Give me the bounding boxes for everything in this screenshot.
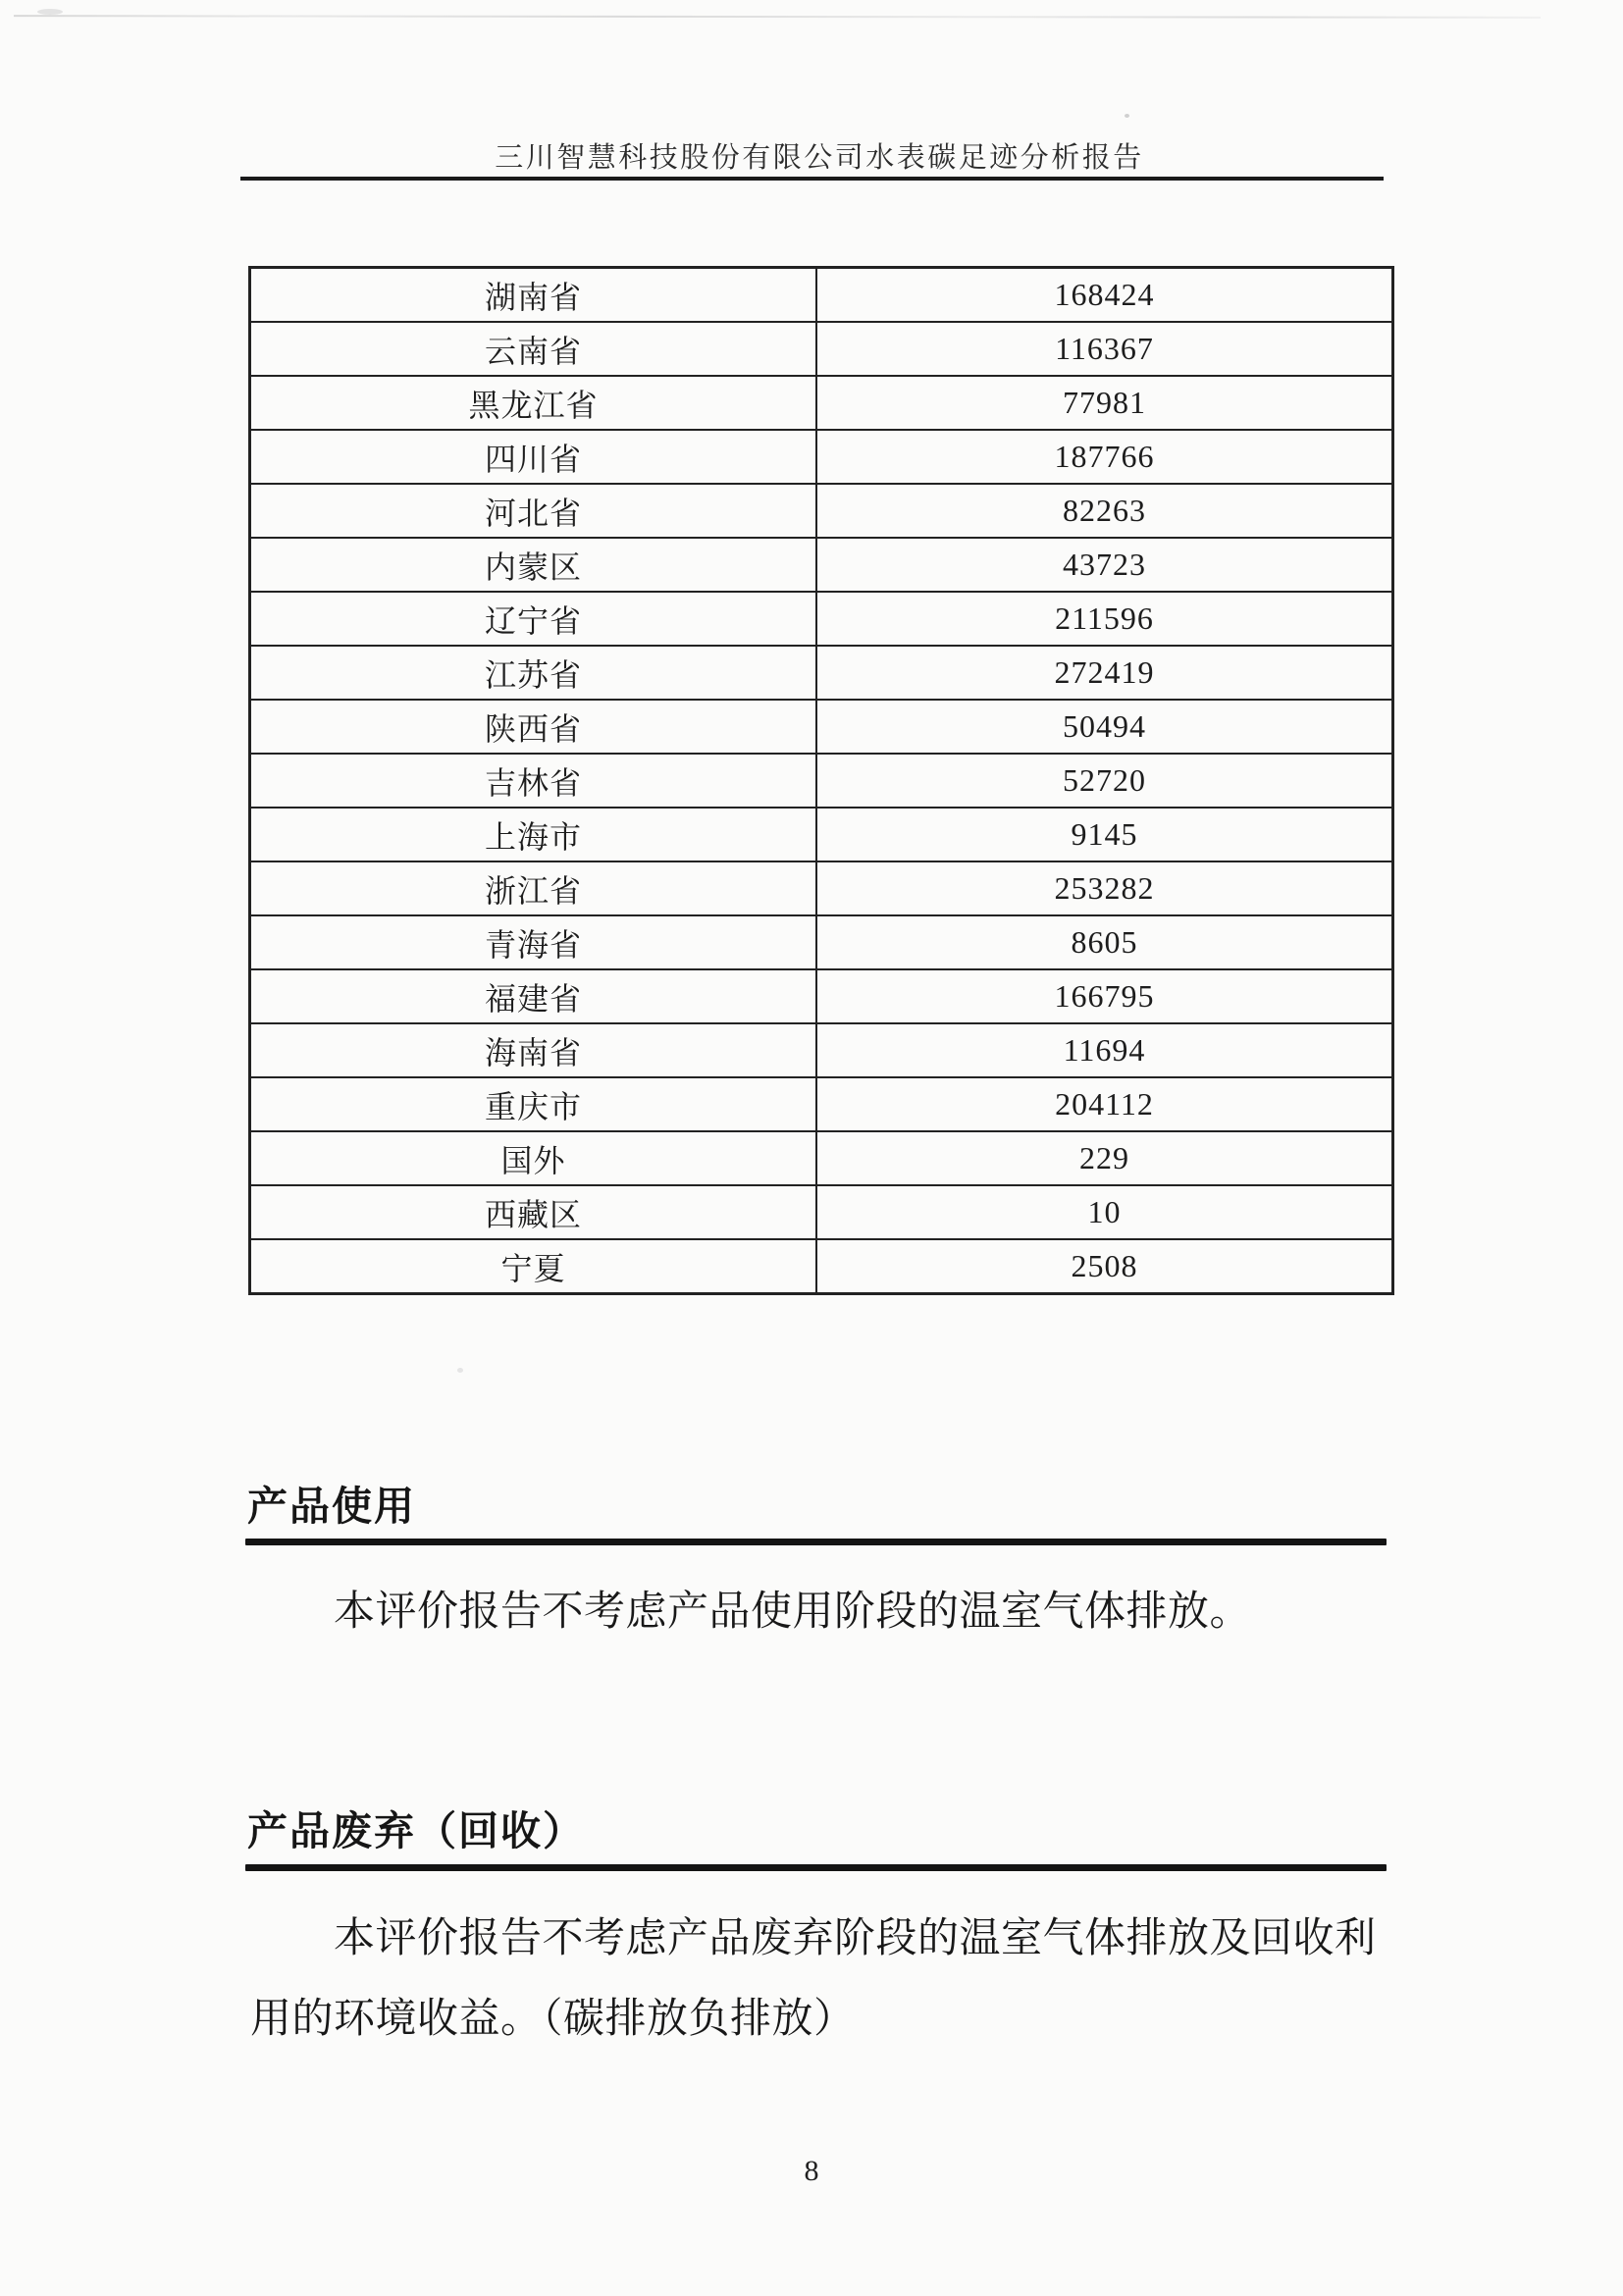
table-row: [250, 1131, 1393, 1185]
region-cell: 西藏区: [250, 1185, 817, 1239]
page-number: 8: [804, 2155, 819, 2187]
value-cell: 43723: [816, 538, 1393, 592]
report-header-title: 三川智慧科技股份有限公司水表碳足迹分析报告: [495, 142, 1144, 174]
region-cell: 内蒙区: [250, 538, 817, 592]
value-cell: 204112: [816, 1077, 1393, 1131]
table-row: [250, 1239, 1393, 1294]
region-cell: 江苏省: [250, 646, 817, 700]
value-cell: 9145: [816, 808, 1393, 861]
region-cell: 四川省: [250, 430, 817, 484]
value-cell: 2508: [816, 1239, 1393, 1294]
table-row: [250, 808, 1393, 861]
region-cell: 宁夏: [250, 1239, 817, 1294]
table-row: [250, 1077, 1393, 1131]
table-row: [250, 376, 1393, 430]
region-cell: 青海省: [250, 915, 817, 969]
section-rule: [245, 1864, 1387, 1871]
table-row: [250, 322, 1393, 376]
scan-artifact-speck: [1125, 114, 1129, 118]
value-cell: 77981: [816, 376, 1393, 430]
region-cell: 重庆市: [250, 1077, 817, 1131]
region-cell: 黑龙江省: [250, 376, 817, 430]
table-row: [250, 484, 1393, 538]
value-cell: 187766: [816, 430, 1393, 484]
paragraph-product-disposal: [250, 1899, 1394, 2060]
paragraph-line: 本评价报告不考虑产品使用阶段的温室气体排放。: [334, 1590, 1252, 1635]
table-row: [250, 700, 1393, 754]
scan-artifact-speck: [37, 9, 63, 15]
region-cell: 国外: [250, 1131, 817, 1185]
region-cell: 云南省: [250, 322, 817, 376]
table-row: [250, 969, 1393, 1023]
header-rule: [240, 177, 1384, 181]
region-cell: 浙江省: [250, 861, 817, 915]
value-cell: 52720: [816, 754, 1393, 808]
table-row: [250, 1023, 1393, 1077]
value-cell: 50494: [816, 700, 1393, 754]
paragraph-line: 用的环境收益。（碳排放负排放）: [250, 1997, 856, 2042]
table-row: [250, 592, 1393, 646]
paragraph-line: 本评价报告不考虑产品废弃阶段的温室气体排放及回收利: [334, 1916, 1377, 1961]
value-cell: 211596: [816, 592, 1393, 646]
value-cell: 166795: [816, 969, 1393, 1023]
value-cell: 253282: [816, 861, 1393, 915]
region-cell: 福建省: [250, 969, 817, 1023]
value-cell: 229: [816, 1131, 1393, 1185]
scan-artifact-line: [14, 15, 1541, 19]
region-cell: 吉林省: [250, 754, 817, 808]
table-row: [250, 754, 1393, 808]
value-cell: 116367: [816, 322, 1393, 376]
value-cell: 10: [816, 1185, 1393, 1239]
scan-artifact-speck: [457, 1368, 463, 1373]
region-cell: 湖南省: [250, 268, 817, 323]
region-cell: 海南省: [250, 1023, 817, 1077]
value-cell: 272419: [816, 646, 1393, 700]
table-row: [250, 861, 1393, 915]
table-row: [250, 538, 1393, 592]
section-heading-product-use: 产品使用: [247, 1484, 416, 1529]
region-cell: 陕西省: [250, 700, 817, 754]
region-cell: 辽宁省: [250, 592, 817, 646]
value-cell: 11694: [816, 1023, 1393, 1077]
value-cell: 8605: [816, 915, 1393, 969]
region-cell: 上海市: [250, 808, 817, 861]
table-row: [250, 268, 1393, 323]
section-heading-product-disposal: 产品废弃（回收）: [247, 1808, 585, 1853]
region-table-body: [250, 268, 1393, 1294]
table-row: [250, 1185, 1393, 1239]
region-cell: 河北省: [250, 484, 817, 538]
value-cell: 168424: [816, 268, 1393, 323]
table-row: [250, 915, 1393, 969]
region-emission-table: [248, 266, 1394, 1295]
value-cell: 82263: [816, 484, 1393, 538]
table-row: [250, 646, 1393, 700]
paragraph-product-use: [250, 1572, 1394, 1652]
section-rule: [245, 1539, 1387, 1545]
table-row: [250, 430, 1393, 484]
